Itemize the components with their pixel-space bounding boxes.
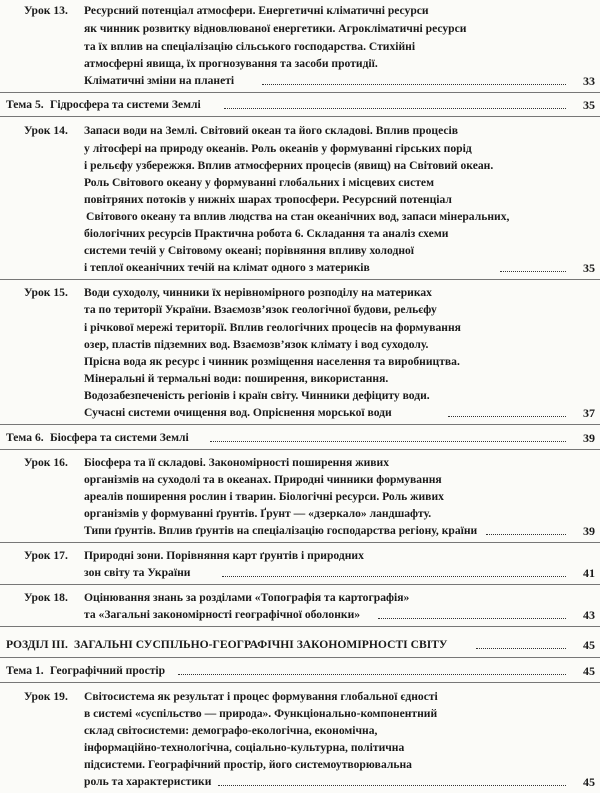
entry-label: Тема 1. <box>6 664 44 677</box>
entry-text-line: ЗАГАЛЬНІ СУСПІЛЬНО-ГЕОГРАФІЧНІ ЗАКОНОМІРНОСТІ СВІТУ <box>74 638 448 651</box>
dot-leader <box>500 271 566 272</box>
page-number: 41 <box>583 566 595 580</box>
entry-text-line: підсистеми. Географічний простір, його системоутворювальна <box>84 758 412 771</box>
entry-label: Урок 18. <box>24 591 68 604</box>
entry-label: Тема 6. <box>6 431 44 444</box>
entry-text-line: Світового океану та вплив людства на стан океанічних вод, запаси мінеральних, <box>86 210 510 223</box>
entry-label: Урок 19. <box>24 690 68 703</box>
dot-leader <box>486 534 566 535</box>
divider <box>0 279 600 280</box>
entry-label: Тема 5. <box>6 98 44 111</box>
entry-text-line: повітряних потоків у нижніх шарах тропосфери. Ресурсний потенціал <box>84 193 452 206</box>
entry-text-line: Світосистема як результат і процес формування глобальної єдності <box>84 690 438 703</box>
entry-text-line: системи течій у Світовому океані; порівняння впливу холодної <box>84 244 415 257</box>
page-number: 43 <box>583 608 595 622</box>
page-number: 35 <box>583 261 595 275</box>
entry-text-line: Географічний простір <box>50 664 166 677</box>
dot-leader <box>448 416 566 417</box>
entry-text-line: Води суходолу, чинники їх нерівномірного розподілу на материках <box>84 286 432 299</box>
entry-text-line: склад світосистеми: демографо-екологічна, економічна, <box>84 724 378 737</box>
page-number: 37 <box>583 406 595 420</box>
entry-text-line: у літосфері на природу океанів. Роль океанів у формуванні гірських порід <box>84 142 472 155</box>
divider <box>0 584 600 585</box>
entry-text-line: Оцінювання знань за розділами «Топографія та картографія» <box>84 591 410 604</box>
entry-text-line: і рельєфу узбережжя. Вплив атмосферних процесів (явищ) на Світовий океан. <box>84 159 494 172</box>
entry-text-line: ареалів поширення рослин і тварин. Біологічні ресурси. Роль живих <box>84 490 444 503</box>
entry-text-line: Роль Світового океану у формуванні глобальних і місцевих систем <box>84 176 434 189</box>
entry-text-line: організмів у формуванні ґрунтів. Ґрунт — «дзеркало» ландшафту. <box>84 507 432 520</box>
divider <box>0 424 600 425</box>
page-number: 45 <box>583 664 595 678</box>
entry-text-line: Прісна вода як ресурс і чинник розміщення населення та виробництва. <box>84 355 460 368</box>
page-number: 35 <box>583 98 595 112</box>
entry-label: Урок 13. <box>24 4 68 17</box>
entry-text-line: в системі «суспільство — природа». Функціонально-компонентний <box>84 707 438 720</box>
entry-text-line: організмів на суходолі та в океанах. Природні чинники формування <box>84 473 442 486</box>
entry-label: Урок 14. <box>24 124 68 137</box>
entry-text-line: Запаси води на Землі. Світовий океан та його складові. Вплив процесів <box>84 124 458 137</box>
entry-text-line: та «Загальні закономірності географічної оболонки» <box>84 608 361 621</box>
entry-label: Урок 16. <box>24 456 68 469</box>
entry-text-line: Природні зони. Порівняння карт ґрунтів і природних <box>84 549 364 562</box>
entry-text-line: Водозабезпеченість регіонів і країн світу. Чинники дефіциту води. <box>84 389 430 402</box>
dot-leader <box>476 648 566 649</box>
entry-text-line: і річкової мережі території. Вплив геологічних процесів на формування <box>84 321 461 334</box>
dot-leader <box>378 618 566 619</box>
dot-leader <box>222 576 566 577</box>
page-number: 45 <box>583 638 595 652</box>
entry-label: Урок 17. <box>24 549 68 562</box>
entry-text-line: та їх вплив на спеціалізацію сільського господарства. Стихійні <box>84 40 416 53</box>
dot-leader <box>210 441 566 442</box>
entry-text-line: інформаційно-технологічна, соціально-культурна, політична <box>84 741 405 754</box>
page-number: 39 <box>583 524 595 538</box>
entry-text-line: Кліматичні зміни на планеті <box>84 74 235 87</box>
entry-text-line: Ресурсний потенціал атмосфери. Енергетичні кліматичні ресурси <box>84 4 429 17</box>
page-number: 33 <box>583 74 595 88</box>
divider <box>0 682 600 683</box>
entry-text-line: зон світу та України <box>84 566 191 579</box>
entry-text-line: роль та характеристики <box>84 775 212 788</box>
page-number: 39 <box>583 431 595 445</box>
divider <box>0 626 600 627</box>
entry-text-line: і теплої океанічних течій на клімат одного з материків <box>84 261 370 274</box>
dot-leader <box>224 108 566 109</box>
entry-text-line: та по території України. Взаємозв’язок геологічної будови, рельєфу <box>84 303 437 316</box>
divider <box>0 657 600 658</box>
entry-text-line: біологічних ресурсів Практична робота 6. Складання та аналіз схеми <box>84 227 449 240</box>
entry-text-line: як чинник розвитку відновлюваної енергетики. Агрокліматичні ресурси <box>84 22 467 35</box>
dot-leader <box>262 84 566 85</box>
entry-text-line: Гідросфера та системи Землі <box>50 98 201 111</box>
divider <box>0 116 600 117</box>
divider <box>0 92 600 93</box>
entry-text-line: озер, пластів підземних вод. Взаємозв’язок клімату і вод суходолу. <box>84 338 429 351</box>
entry-text-line: Типи ґрунтів. Вплив ґрунтів на спеціалізацію господарства регіону, країни <box>84 524 478 537</box>
page-number: 45 <box>583 775 595 789</box>
entry-text-line: Біосфера та її складові. Закономірності поширення живих <box>84 456 390 469</box>
entry-text-line: атмосферні явища, їх прогнозування та засоби протидії. <box>84 57 378 70</box>
entry-text-line: Мінеральні й термальні води: поширення, використання. <box>84 372 389 385</box>
entry-label: РОЗДІЛ ІІІ. <box>6 638 68 651</box>
divider <box>0 449 600 450</box>
divider <box>0 542 600 543</box>
dot-leader <box>218 785 566 786</box>
entry-text-line: Сучасні системи очищення вод. Опріснення морської води <box>84 406 392 419</box>
dot-leader <box>178 674 566 675</box>
entry-text-line: Біосфера та системи Землі <box>50 431 189 444</box>
entry-label: Урок 15. <box>24 286 68 299</box>
